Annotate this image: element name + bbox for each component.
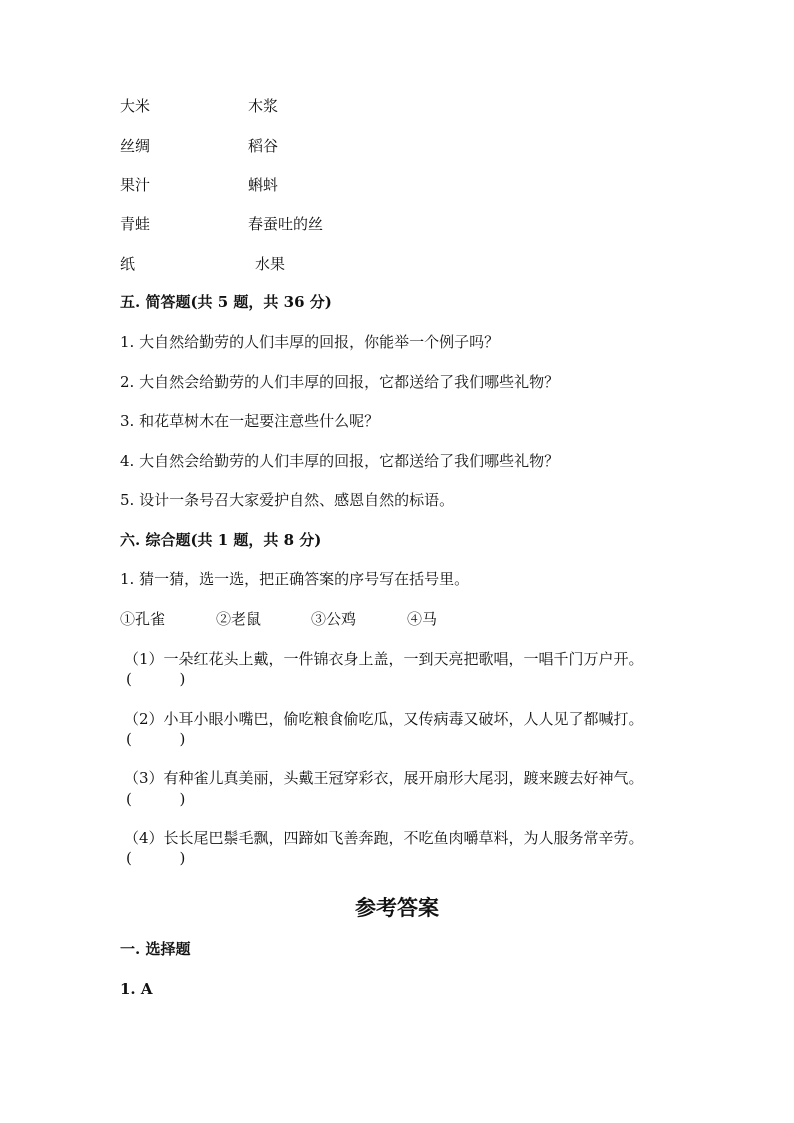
section-heading: 五. 简答题(共 5 题，共 36 分) — [120, 293, 332, 311]
answer-blank: ( ) — [126, 849, 186, 867]
question: 3. 和花草树木在一起要注意些什么呢？ — [120, 412, 380, 430]
answer-blank: ( ) — [126, 730, 186, 748]
matching-left-item: 果汁 — [120, 176, 151, 194]
matching-right-item: 春蚕吐的丝 — [248, 215, 324, 233]
question: 4. 大自然会给勤劳的人们丰厚的回报，它都送给了我们哪些礼物？ — [120, 452, 560, 470]
question: 5. 设计一条号召大家爱护自然、感恩自然的标语。 — [120, 491, 455, 509]
answers-title: 参考答案 — [355, 895, 439, 920]
answer-blank: ( ) — [126, 790, 186, 808]
matching-right-item: 蝌蚪 — [248, 176, 279, 194]
option: ④马 — [407, 610, 438, 628]
matching-left-item: 丝绸 — [120, 137, 151, 155]
question: 1. 大自然给勤劳的人们丰厚的回报，你能举一个例子吗？ — [120, 333, 500, 351]
answer-item: 1. A — [120, 980, 153, 998]
matching-right-item: 水果 — [255, 255, 286, 273]
matching-right-item: 稻谷 — [248, 137, 279, 155]
answer-blank: ( ) — [126, 670, 186, 688]
matching-right-item: 木浆 — [248, 97, 279, 115]
question: 2. 大自然会给勤劳的人们丰厚的回报，它都送给了我们哪些礼物？ — [120, 373, 560, 391]
question: 1. 猜一猜，选一选，把正确答案的序号写在括号里。 — [120, 570, 470, 588]
riddle: （1）一朵红花头上戴，一件锦衣身上盖，一到天亮把歌唱，一唱千门万户开。 — [124, 650, 644, 668]
option: ②老鼠 — [216, 610, 262, 628]
option: ③公鸡 — [311, 610, 357, 628]
matching-left-item: 大米 — [120, 97, 151, 115]
section-heading: 一. 选择题 — [120, 940, 191, 958]
matching-left-item: 纸 — [120, 255, 136, 273]
section-heading: 六. 综合题(共 1 题，共 8 分) — [120, 531, 322, 549]
riddle: （4）长长尾巴鬃毛飘，四蹄如飞善奔跑，不吃鱼肉嚼草料，为人服务常辛劳。 — [124, 829, 644, 847]
matching-left-item: 青蛙 — [120, 215, 151, 233]
option: ①孔雀 — [120, 610, 166, 628]
riddle: （3）有种雀儿真美丽，头戴王冠穿彩衣，展开扇形大尾羽，踱来踱去好神气。 — [124, 769, 644, 787]
riddle: （2）小耳小眼小嘴巴，偷吃粮食偷吃瓜，又传病毒又破坏，人人见了都喊打。 — [124, 710, 644, 728]
